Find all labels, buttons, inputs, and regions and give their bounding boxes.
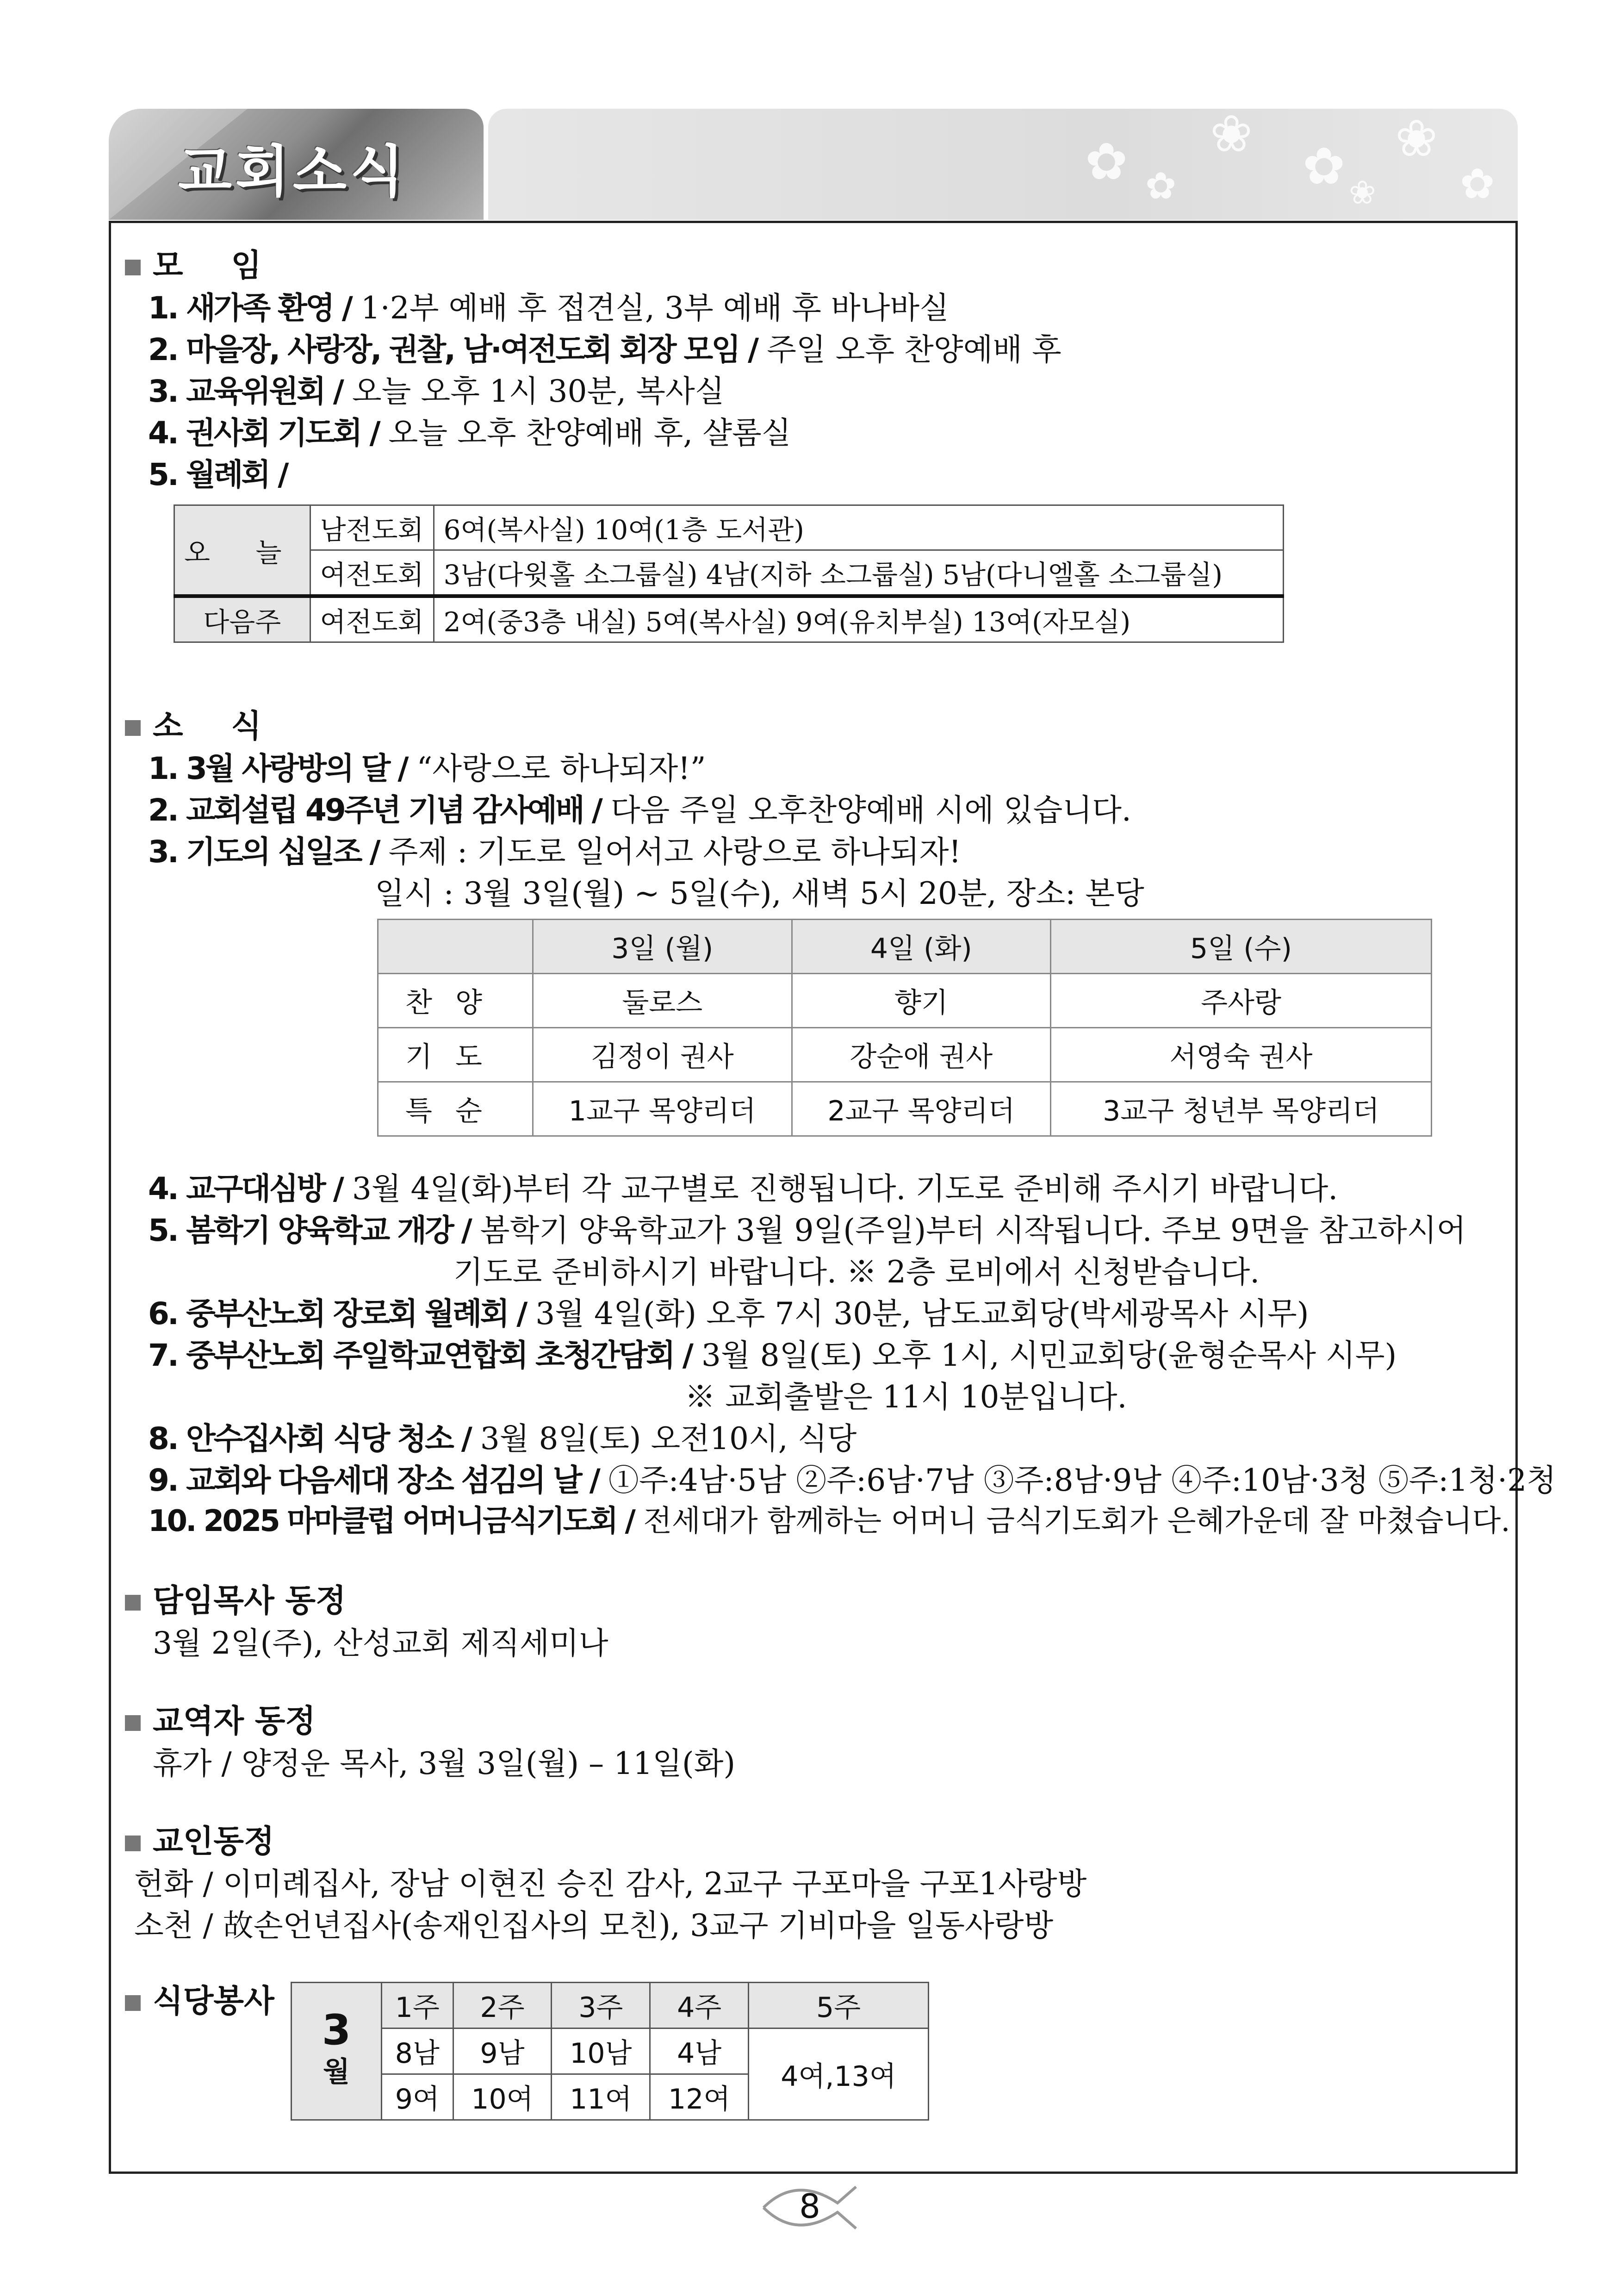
prayer-schedule-table bbox=[377, 919, 1432, 1137]
flower-icon: ❀ bbox=[1210, 109, 1253, 163]
meeting-item: 2. 마을장, 사랑장, 권찰, 남·여전도회 회장 모임 / 주일 오후 찬양예배 후 bbox=[148, 332, 1061, 367]
table-header-cell: 3주 bbox=[552, 1983, 650, 2028]
table-cell: 12여 bbox=[650, 2074, 749, 2120]
table-row-label: 기도 bbox=[378, 1028, 533, 1082]
table-header-cell: 2주 bbox=[453, 1983, 552, 2028]
table-cell: 남전도회 bbox=[310, 505, 434, 550]
news-item: 8. 안수집사회 식당 청소 / 3월 8일(토) 오전10시, 식당 bbox=[148, 1421, 857, 1456]
table-header-cell: 5일 (수) bbox=[1051, 920, 1432, 974]
table-cell: 10남 bbox=[552, 2028, 650, 2074]
monthly-meeting-table bbox=[174, 504, 1284, 643]
table-header-cell: 4일 (화) bbox=[792, 920, 1051, 974]
meeting-item: 3. 교육위원회 / 오늘 오후 1시 30분, 복사실 bbox=[148, 373, 725, 409]
table-cell: 8남 bbox=[382, 2028, 453, 2074]
table-row bbox=[378, 1082, 1432, 1136]
table-header-cell: 3일 (월) bbox=[533, 920, 792, 974]
flower-icon: ❀ bbox=[1395, 109, 1438, 168]
table-cell: 9남 bbox=[453, 2028, 552, 2074]
news-item: 9. 교회와 다음세대 장소 섬김의 날 / ①주:4남·5남 ②주:6남·7남 ③주:8남·9남 ④주:10남·3청 ⑤주:1청·2청 bbox=[148, 1462, 1557, 1498]
section-heading-news: 소 식 bbox=[125, 701, 280, 746]
section-heading-members: 교인동정 bbox=[125, 1817, 274, 1861]
table-header-cell: 1주 bbox=[382, 1983, 453, 2028]
table-cell: 6여(복사실) 10여(1층 도서관) bbox=[434, 505, 1283, 550]
news-item: 7. 중부산노회 주일학교연합회 초청간담회 / 3월 8일(토) 오후 1시, 시민교회당(윤형순목사 시무) bbox=[148, 1338, 1397, 1373]
table-cell: 오 늘 bbox=[174, 505, 310, 597]
meeting-item: 5. 월례회 / bbox=[148, 457, 287, 492]
news-schedule: 일시 : 3월 3일(월) ~ 5일(수), 새벽 5시 20분, 장소: 본당 bbox=[375, 876, 1144, 911]
section-heading-cafeteria: 식당봉사 bbox=[125, 1976, 274, 2021]
news-item: 4. 교구대심방 / 3월 4일(화)부터 각 교구별로 진행됩니다. 기도로 준비해 주시기 바랍니다. bbox=[148, 1171, 1338, 1207]
table-cell bbox=[378, 920, 533, 974]
table-cell: 1교구 목양리더 bbox=[533, 1082, 792, 1136]
flower-icon: ❀ bbox=[1349, 174, 1376, 212]
table-cell: 주사랑 bbox=[1051, 974, 1432, 1028]
table-row bbox=[174, 596, 1284, 642]
news-item-continued: ※ 교회출발은 11시 10분입니다. bbox=[685, 1379, 1127, 1415]
table-cell: 9여 bbox=[382, 2074, 453, 2120]
table-cell: 2교구 목양리더 bbox=[792, 1082, 1051, 1136]
table-cell: 11여 bbox=[552, 2074, 650, 2120]
meeting-item: 4. 권사회 기도회 / 오늘 오후 찬양예배 후, 샬롬실 bbox=[148, 415, 791, 451]
section-heading-pastor: 담임목사 동정 bbox=[125, 1576, 346, 1621]
news-item: 6. 중부산노회 장로회 월례회 / 3월 4일(화) 오후 7시 30분, 남도교회당(박세광목사 시무) bbox=[148, 1296, 1309, 1332]
page-number bbox=[759, 2175, 861, 2240]
page-title: 교회소식 bbox=[178, 140, 408, 204]
table-cell: 서영숙 권사 bbox=[1051, 1028, 1432, 1082]
table-header-cell: 4주 bbox=[650, 1983, 749, 2028]
section-heading-minister: 교역자 동정 bbox=[125, 1696, 316, 1741]
pastor-text: 3월 2일(주), 산성교회 제직세미나 bbox=[153, 1625, 608, 1661]
table-cell: 3교구 청년부 목양리더 bbox=[1051, 1082, 1432, 1136]
header-flower-banner bbox=[488, 109, 1518, 220]
members-line: 소천 / 故손언년집사(송재인집사의 모친), 3교구 기비마을 일동사랑방 bbox=[134, 1908, 1054, 1943]
news-item: 5. 봄학기 양육학교 개강 / 봄학기 양육학교가 3월 9일(주일)부터 시작됩니다. 주보 9면을 참고하시어 bbox=[148, 1213, 1466, 1248]
news-item: 1. 3월 사랑방의 달 / “사랑으로 하나되자!” bbox=[148, 751, 706, 786]
table-cell: 다음주 bbox=[174, 596, 310, 642]
news-item: 10. 2025 마마클럽 어머니금식기도회 / 전세대가 함께하는 어머니 금식기도회가 은혜가운데 잘 마쳤습니다. bbox=[148, 1504, 1510, 1538]
month-cell: 3 월 bbox=[292, 1983, 382, 2120]
header-banner bbox=[109, 109, 484, 220]
table-header-cell: 5주 bbox=[749, 1983, 929, 2028]
table-cell: 4여,13여 bbox=[749, 2028, 929, 2120]
table-cell: 둘로스 bbox=[533, 974, 792, 1028]
news-item: 2. 교회설립 49주년 기념 감사예배 / 다음 주일 오후찬양예배 시에 있습니다. bbox=[148, 792, 1131, 828]
section-heading-meeting: 모 임 bbox=[125, 241, 280, 286]
page-number-text: 8 bbox=[799, 2187, 820, 2226]
flower-icon: ✿ bbox=[1145, 164, 1177, 207]
table-cell: 김정이 권사 bbox=[533, 1028, 792, 1082]
table-cell: 여전도회 bbox=[310, 550, 434, 597]
table-row bbox=[378, 920, 1432, 974]
cafeteria-table bbox=[291, 1982, 929, 2121]
table-row bbox=[174, 550, 1284, 597]
table-cell: 3남(다윗홀 소그룹실) 4남(지하 소그룹실) 5남(다니엘홀 소그룹실) bbox=[434, 550, 1283, 597]
table-row bbox=[292, 2028, 929, 2074]
table-row-label: 특순 bbox=[378, 1082, 533, 1136]
table-row bbox=[292, 1983, 929, 2028]
table-cell: 4남 bbox=[650, 2028, 749, 2074]
table-cell: 10여 bbox=[453, 2074, 552, 2120]
flower-icon: ✿ bbox=[1460, 160, 1495, 208]
table-cell: 향기 bbox=[792, 974, 1051, 1028]
table-row bbox=[378, 974, 1432, 1028]
flower-icon: ✿ bbox=[1303, 137, 1346, 196]
table-cell: 2여(중3층 내실) 5여(복사실) 9여(유치부실) 13여(자모실) bbox=[434, 596, 1283, 642]
news-item: 3. 기도의 십일조 / 주제 : 기도로 일어서고 사랑으로 하나되자! bbox=[148, 834, 962, 870]
table-cell: 강순애 권사 bbox=[792, 1028, 1051, 1082]
flower-icon: ✿ bbox=[1085, 132, 1128, 191]
news-item-continued: 기도로 준비하시기 바랍니다. ※ 2층 로비에서 신청받습니다. bbox=[453, 1254, 1260, 1290]
table-row-label: 찬양 bbox=[378, 974, 533, 1028]
table-cell: 여전도회 bbox=[310, 596, 434, 642]
table-row bbox=[378, 1028, 1432, 1082]
meeting-item: 1. 새가족 환영 / 1·2부 예배 후 접견실, 3부 예배 후 바나바실 bbox=[148, 290, 949, 326]
minister-text: 휴가 / 양정운 목사, 3월 3일(월) – 11일(화) bbox=[153, 1746, 736, 1781]
members-line: 헌화 / 이미례집사, 장남 이현진 승진 감사, 2교구 구포마을 구포1사랑방 bbox=[134, 1866, 1087, 1902]
table-row bbox=[174, 505, 1284, 550]
